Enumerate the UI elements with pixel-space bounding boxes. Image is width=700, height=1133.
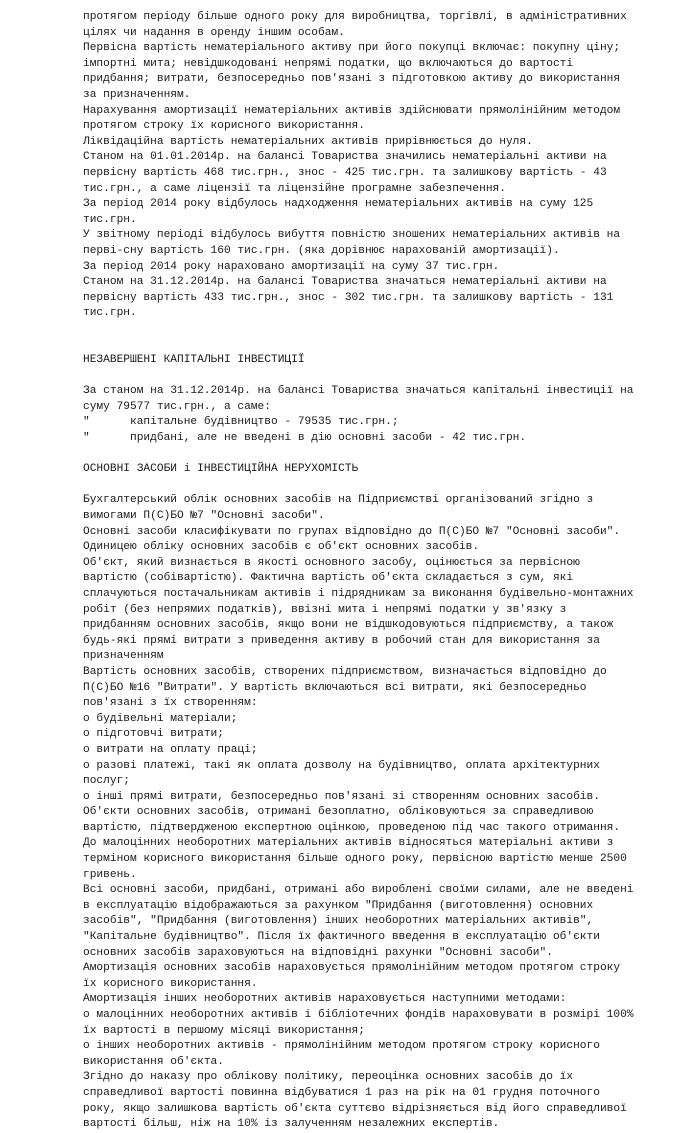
- text-line: Ліквідаційна вартість нематеріальних активів прирівнюється до нуля.: [83, 135, 533, 148]
- text-line: гривень.: [83, 868, 137, 881]
- spacer: [83, 322, 683, 338]
- text-line: їх корисного використання.: [83, 977, 258, 990]
- text-line: імпортні мита; невідшкодовані непрямі податки, що включаються до вартості: [83, 57, 574, 70]
- text-line: придбанням основних засобів, якщо вони не відшкодовуються підприємству, а також: [83, 619, 614, 632]
- text-line: Станом на 31.12.2014р. на балансі Товариства значаться нематеріальні активи на: [83, 276, 607, 289]
- heading-fixed-assets: ОСНОВНІ ЗАСОБИ і ІНВЕСТИЦІЙНА НЕРУХОМІСТЬ: [83, 463, 359, 476]
- text-line: вартістю (собівартістю). Фактична вартість об'єкта складається з сум, які: [83, 572, 574, 585]
- text-line: протягом строку їх корисного використання.: [83, 120, 365, 133]
- text-line: У звітному періоді відбулось вибуття повністю зношених нематеріальних активів на: [83, 229, 621, 242]
- text-line: о інших необоротних активів - прямолінійним методом протягом строку корисного: [83, 1040, 600, 1053]
- text-line: придбання; витрати, безпосередньо пов'язані з підготовкою активу до використання: [83, 73, 621, 86]
- text-line: о будівельні матеріали;: [83, 712, 238, 725]
- text-line: первісну вартість 468 тис.грн., знос - 425 тис.грн. та залишкову вартість - 43: [83, 166, 607, 179]
- text-line: "Капітальне будівництво". Після їх фактичного введення в експлуатацію об'єкти: [83, 931, 600, 944]
- text-line: справедливої вартості повинна відбуватися 1 раз на рік на 01 грудня поточного: [83, 1086, 600, 1099]
- text-line: До малоцінних необоротних матеріальних активів відносяться матеріальні активи з: [83, 837, 614, 850]
- text-line: За станом на 31.12.2014р. на балансі Товариства значаться капітальні інвестиції на: [83, 385, 634, 398]
- text-line: в експлуатацію відображаються за рахунком "Придбання (виготовлення) основних: [83, 899, 594, 912]
- document-page: [83, 10, 683, 1133]
- text-line: тис.грн.: [83, 213, 137, 226]
- text-line: первісну вартість 433 тис.грн., знос - 302 тис.грн. та залишкову вартість - 131: [83, 291, 614, 304]
- text-line: Станом на 01.01.2014р. на балансі Товариства значились нематеріальні активи на: [83, 151, 607, 164]
- text-line: Нарахування амортизації нематеріальних активів здійснювати прямолінійним методом: [83, 104, 621, 117]
- text-line: о малоцінних необоротних активів і бібліотечних фондів нараховувати в розмірі 100%: [83, 1009, 634, 1021]
- text-line: тис.грн., а саме ліцензії та ліцензійне програмне забезпечення.: [83, 182, 506, 195]
- text-line: Об'єкти основних засобів, отримані безоплатно, обліковуються за справедливою: [83, 806, 594, 819]
- text-line: вартістю, підтвердженою експертною оцінкою, проведеною під час такого отримання.: [83, 821, 621, 834]
- text-line: Згідно до наказу про облікову політику, переоцінка основних засобів до їх: [83, 1071, 574, 1084]
- text-line: будь-які прямі витрати з приведення активу в робочий стан для використання за: [83, 634, 600, 647]
- text-line: року, якщо залишкова вартість об'єкта суттєво відрізняється від його справедливої: [83, 1102, 627, 1115]
- text-line: терміном корисного використання більше одного року, первісною вартістю менше 2500: [83, 853, 627, 866]
- text-line: цілях чи надання в оренду іншим особам.: [83, 26, 345, 39]
- text-line: Вартість основних засобів, створених підприємством, визначається відповідно до: [83, 665, 607, 678]
- text-line: робіт (без непрямих податків), ввізні мита і непрямі податки у зв'язку з: [83, 603, 567, 616]
- text-line: " придбані, але не введені в дію основні засоби - 42 тис.грн.: [83, 432, 527, 445]
- text-line: суму 79577 тис.грн., а саме:: [83, 400, 271, 413]
- text-line: призначенням: [83, 650, 164, 663]
- text-line: послуг;: [83, 775, 130, 788]
- spacer: [83, 337, 683, 353]
- text-line: Всі основні засоби, придбані, отримані або вироблені своїми силами, але не введені: [83, 884, 634, 897]
- text-line: П(С)БО №16 "Витрати". У вартість включаються всі витрати, які безпосередньо: [83, 681, 587, 694]
- text-line: о підготовчі витрати;: [83, 728, 224, 741]
- text-line: о витрати на оплату праці;: [83, 743, 258, 756]
- text-line: Первісна вартість нематеріального активу при його покупці включає: покупну ціну;: [83, 42, 621, 55]
- text-line: За період 2014 року нараховано амортизації на суму 37 тис.грн.: [83, 260, 500, 273]
- text-line: о інші прямі витрати, безпосередньо пов'язані зі створенням основних засобів.: [83, 790, 600, 803]
- text-line: вимогами П(С)БО №7 "Основні засоби".: [83, 510, 325, 522]
- text-line: сплачуються постачальникам активів і підрядникам за виконання будівельно-монтажних: [83, 587, 634, 600]
- capital-investments-section: [83, 384, 683, 446]
- text-line: За період 2014 року відбулось надходження нематеріальних активів на суму 125: [83, 198, 594, 211]
- heading-capital-investments: НЕЗАВЕРШЕНІ КАПІТАЛЬНІ ІНВЕСТИЦІЇ: [83, 354, 305, 367]
- text-line: пов'язані з їх створенням:: [83, 697, 258, 710]
- text-line: вартості більш, ніж на 10% із залученням незалежних експертів.: [83, 1118, 500, 1131]
- intangible-assets-section: [83, 10, 683, 322]
- text-line: основних засобів зараховуються на відповідні рахунки "Основні засоби".: [83, 946, 553, 959]
- text-line: перві-сну вартість 160 тис.грн. (яка дорівнює нарахованій амортизації).: [83, 244, 560, 257]
- spacer: [83, 478, 683, 494]
- text-line: Об'єкт, який визнається в якості основного засобу, оцінюється за первісною: [83, 556, 580, 569]
- text-line: Амортизація основних засобів нараховується прямолінійним методом протягом строку: [83, 962, 621, 975]
- spacer: [83, 369, 683, 385]
- text-line: о разові платежі, такі як оплата дозволу на будівництво, оплата архітектурних: [83, 759, 600, 772]
- text-line: Бухгалтерський облік основних засобів на Підприємстві організований згідно з: [83, 494, 594, 507]
- text-line: засобів", "Придбання (виготовлення) інших необоротних матеріальних активів",: [83, 915, 594, 928]
- spacer: [83, 447, 683, 463]
- text-line: протягом періоду більше одного року для виробництва, торгівлі, в адміністративних: [83, 11, 627, 23]
- fixed-assets-section: [83, 493, 683, 1132]
- text-line: " капітальне будівництво - 79535 тис.грн.;: [83, 416, 399, 429]
- text-line: за призначенням.: [83, 88, 191, 101]
- text-line: Амортизація інших необоротних активів нараховується наступними методами:: [83, 993, 567, 1006]
- text-line: тис.грн.: [83, 307, 137, 320]
- text-line: Одиницею обліку основних засобів є об'єкт основних засобів.: [83, 541, 480, 554]
- text-line: використання об'єкта.: [83, 1055, 224, 1068]
- text-line: їх вартості в першому місяці використання;: [83, 1024, 365, 1037]
- text-line: Основні засоби класифікувати по групах відповідно до П(С)БО №7 "Основні засоби".: [83, 525, 621, 538]
